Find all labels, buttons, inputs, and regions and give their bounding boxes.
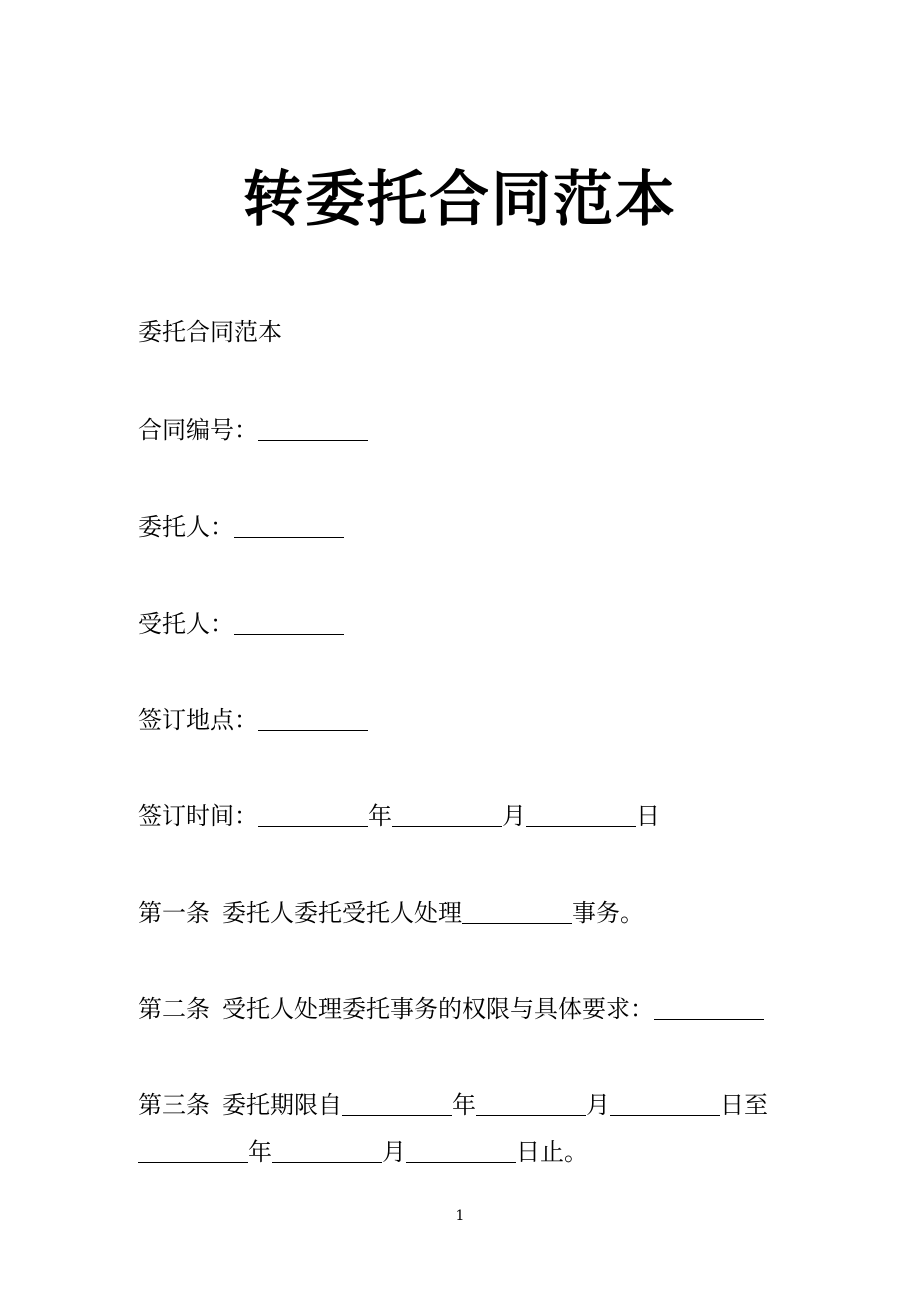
article-3-start-year-blank [342, 1093, 452, 1116]
article-3-start-month-blank [476, 1093, 586, 1116]
article-2 [138, 993, 764, 1025]
principal-line [138, 511, 344, 543]
document-title: 转委托合同范本 [243, 165, 677, 235]
principal-blank [234, 515, 344, 538]
article-3-end-year-blank [138, 1140, 248, 1163]
article-2-text: 受托人处理委托事务的权限与具体要求： [222, 995, 654, 1023]
article-3-start-year: 年 [452, 1091, 476, 1119]
page-number: 1 [455, 1208, 465, 1224]
article-2-blank [654, 997, 764, 1020]
sign-time-line [138, 800, 660, 832]
sign-time-month: 月 [502, 802, 526, 830]
agent-label: 受托人： [138, 610, 234, 638]
article-3-day-to: 日至 [720, 1091, 768, 1119]
article-3-label: 第三条 [138, 1091, 210, 1119]
article-3-text-before: 委托期限自 [222, 1091, 342, 1119]
agent-blank [234, 612, 344, 635]
sign-place-blank [258, 708, 368, 731]
article-1-blank [462, 901, 572, 924]
agent-line [138, 608, 344, 640]
sign-time-year: 年 [368, 802, 392, 830]
article-3-end-month: 月 [382, 1138, 406, 1166]
sign-place-label: 签订地点： [138, 706, 258, 734]
contract-number-blank [258, 418, 368, 441]
article-1 [138, 897, 644, 929]
sign-time-day: 日 [636, 802, 660, 830]
article-3-end-month-blank [272, 1140, 382, 1163]
document-subtitle: 委托合同范本 [138, 318, 282, 346]
article-3 [138, 1089, 768, 1121]
sign-time-label: 签订时间： [138, 802, 258, 830]
contract-number-line [138, 414, 368, 446]
article-3-day-end: 日止。 [516, 1138, 588, 1166]
principal-label: 委托人： [138, 513, 234, 541]
article-3-start-month: 月 [586, 1091, 610, 1119]
sign-time-day-blank [526, 804, 636, 827]
article-2-label: 第二条 [138, 995, 210, 1023]
article-1-text-after: 事务。 [572, 899, 644, 927]
article-3-end-day-blank [406, 1140, 516, 1163]
article-3-continued [138, 1136, 588, 1168]
article-3-end-year: 年 [248, 1138, 272, 1166]
contract-number-label: 合同编号： [138, 416, 258, 444]
sign-time-year-blank [258, 804, 368, 827]
article-3-start-day-blank [610, 1093, 720, 1116]
sign-place-line [138, 704, 368, 736]
sign-time-month-blank [392, 804, 502, 827]
article-1-label: 第一条 [138, 899, 210, 927]
article-1-text-before: 委托人委托受托人处理 [222, 899, 462, 927]
